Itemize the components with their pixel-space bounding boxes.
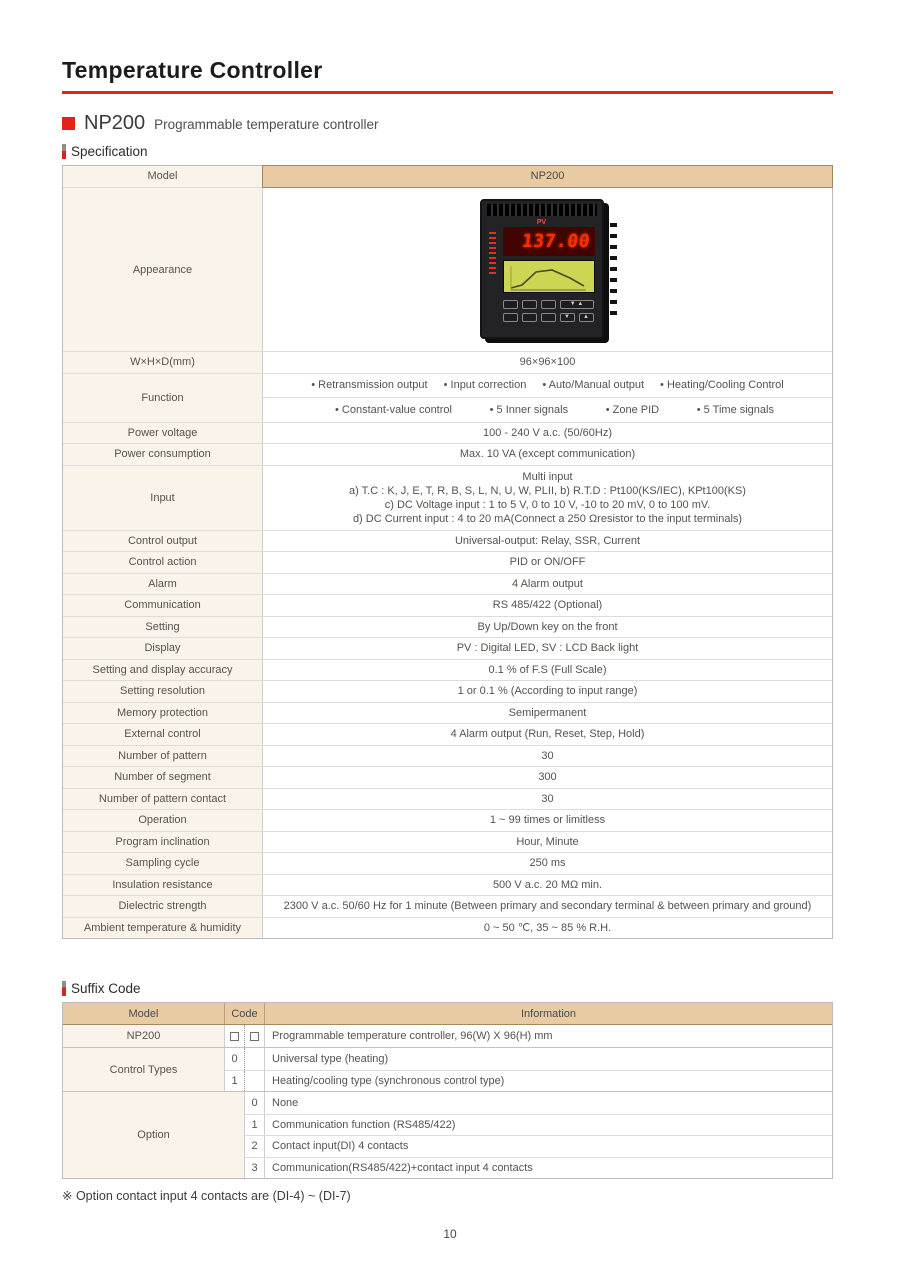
control-buttons: [503, 300, 595, 322]
page-title: Temperature Controller: [62, 57, 323, 83]
suffix-info-cell: Communication function (RS485/422): [272, 1118, 456, 1131]
spec-value: Universal-output: Relay, SSR, Current: [454, 534, 641, 547]
down-arrow-button: ▼: [560, 313, 575, 322]
suffix-row: [245, 1114, 832, 1136]
spec-row-size: [63, 351, 832, 373]
input-spec-line: Multi input: [522, 470, 573, 483]
panel-button: [522, 313, 537, 322]
suffix-info-cell: Contact input(DI) 4 contacts: [272, 1140, 409, 1153]
spec-row: [63, 530, 832, 552]
function-item: • Constant-value control: [335, 403, 452, 416]
section-title: Suffix Code: [71, 981, 141, 996]
spec-value: 300: [538, 771, 557, 784]
function-item: • Auto/Manual output: [542, 379, 645, 391]
spec-value: 30: [541, 749, 554, 762]
spec-value: 96×96×100: [519, 356, 576, 369]
function-item: • Input correction: [443, 379, 527, 391]
spec-header-model-value: NP200: [262, 165, 833, 189]
spec-value-function: [263, 374, 832, 422]
suffix-row: [225, 1070, 832, 1092]
suffix-code-value: 0: [225, 1048, 245, 1070]
suffix-row: [225, 1048, 832, 1070]
spec-row: [63, 616, 832, 638]
spec-label: Setting resolution: [63, 681, 263, 702]
spec-row: [63, 594, 832, 616]
suffix-model-cell: Option: [63, 1092, 245, 1178]
spec-value: 4 Alarm output (Run, Reset, Step, Hold): [450, 728, 645, 741]
suffix-row-np200: [63, 1025, 832, 1047]
spec-value: 4 Alarm output: [512, 577, 583, 590]
spec-row: [63, 443, 832, 465]
panel-button: [541, 313, 556, 322]
controller-front-panel: [482, 218, 602, 326]
suffix-code-value: 1: [225, 1071, 245, 1092]
spec-label: Number of pattern contact: [63, 789, 263, 810]
spec-value: 30: [541, 792, 554, 805]
suffix-info-cell: Programmable temperature controller, 96(W) X 96(H) mm: [272, 1030, 553, 1042]
suffix-header-information: Information: [520, 1007, 577, 1020]
code-checkbox-icon: [250, 1032, 259, 1041]
spec-label: Communication: [63, 595, 263, 616]
spec-value-appearance: [263, 188, 832, 351]
spec-label: Power voltage: [63, 423, 263, 444]
spec-label: Control output: [63, 531, 263, 552]
spec-label: Function: [63, 374, 263, 422]
suffix-info-cell: None: [272, 1096, 299, 1109]
spec-row: [63, 788, 832, 810]
footnote: ※ Option contact input 4 contacts are (DI-4) ~ (DI-7): [62, 1189, 351, 1203]
suffix-code-spacer: [245, 1071, 265, 1092]
led-display: [503, 227, 595, 256]
spec-value: PID or ON/OFF: [509, 556, 586, 569]
spec-value: By Up/Down key on the front: [477, 620, 618, 633]
lcd-screen: [503, 260, 595, 293]
suffix-code-table: [62, 1002, 833, 1179]
spec-label: Number of segment: [63, 767, 263, 788]
spec-row: [63, 895, 832, 917]
panel-button: [522, 300, 537, 309]
spec-value: 250 ms: [529, 857, 566, 870]
spec-row-input: [63, 465, 832, 530]
spec-label: Memory protection: [63, 703, 263, 724]
spec-value: 1 ~ 99 times or limitless: [489, 814, 606, 827]
spec-value: RS 485/422 (Optional): [492, 599, 603, 612]
suffix-info-cell: Universal type (heating): [272, 1052, 389, 1065]
function-item: • Heating/Cooling Control: [660, 379, 784, 391]
spec-label: W×H×D(mm): [63, 352, 263, 373]
section-specification: [62, 144, 833, 159]
section-suffix-code: [62, 981, 833, 996]
spec-value: 0 ~ 50 ℃, 35 ~ 85 % R.H.: [483, 922, 612, 935]
product-model: NP200: [84, 111, 146, 134]
lcd-profile-curve: [506, 261, 592, 293]
page-number: 10: [443, 1227, 457, 1241]
spec-row: [63, 659, 832, 681]
spec-value: Semipermanent: [508, 706, 587, 719]
spec-label: Power consumption: [63, 444, 263, 465]
spec-row: [63, 573, 832, 595]
suffix-code-value: 0: [245, 1092, 265, 1114]
spec-row: [63, 766, 832, 788]
section-bar-icon: [62, 981, 66, 996]
panel-button: [503, 313, 518, 322]
input-spec-line: d) DC Current input : 4 to 20 mA(Connect a 250 Ωresistor to the input terminals): [352, 512, 743, 525]
controller-body: [480, 199, 604, 339]
spec-label: Appearance: [63, 188, 263, 351]
spec-label: Control action: [63, 552, 263, 573]
spec-label: Insulation resistance: [63, 875, 263, 896]
section-bar-icon: [62, 144, 66, 159]
input-spec-line: a) T.C : K, J, E, T, R, B, S, L, N, U, W, PLII, b) R.T.D : Pt100(KS/IEC), KPt100(KS): [349, 484, 746, 497]
suffix-info-cell: Heating/cooling type (synchronous control type): [272, 1074, 505, 1087]
spec-label: Dielectric strength: [63, 896, 263, 917]
pv-label: PV: [536, 218, 547, 226]
suffix-row: [245, 1092, 832, 1114]
spec-row: [63, 809, 832, 831]
spec-row: [63, 745, 832, 767]
spec-value: PV : Digital LED, SV : LCD Back light: [456, 642, 639, 655]
spec-value: 1 or 0.1 % (According to input range): [457, 685, 638, 698]
function-item: • 5 Time signals: [696, 403, 774, 416]
spec-label: External control: [63, 724, 263, 745]
indicator-leds: [489, 227, 499, 322]
suffix-header-code: Code: [225, 1003, 265, 1024]
suffix-row: [245, 1135, 832, 1157]
spec-label: Input: [63, 466, 263, 530]
spec-row: [63, 852, 832, 874]
spec-label: Setting: [63, 617, 263, 638]
spec-value: 500 V a.c. 20 MΩ min.: [492, 878, 603, 891]
suffix-group-control-types: [63, 1047, 832, 1091]
section-title: Specification: [71, 143, 148, 159]
suffix-code-cell: [225, 1025, 265, 1047]
spec-label: Program inclination: [63, 832, 263, 853]
up-down-button: ▼ ▲: [560, 300, 594, 309]
spec-row: [63, 831, 832, 853]
spec-row: [63, 917, 832, 939]
spec-header-row: [63, 166, 832, 188]
spec-value: Hour, Minute: [516, 835, 579, 848]
controller-vent-slots: [487, 204, 597, 216]
suffix-header-row: [63, 1003, 832, 1025]
suffix-header-model: Model: [63, 1003, 225, 1024]
function-item: • Zone PID: [605, 403, 660, 416]
title-rule-divider: [62, 91, 833, 94]
suffix-model-cell: Control Types: [63, 1048, 225, 1091]
suffix-group-option: [63, 1091, 832, 1178]
spec-row: [63, 551, 832, 573]
input-spec-line: c) DC Voltage input : 1 to 5 V, 0 to 10 V, -10 to 20 mV, 0 to 100 mV.: [384, 498, 711, 511]
spec-label: Alarm: [63, 574, 263, 595]
specification-table: [62, 165, 833, 940]
suffix-code-value: 1: [245, 1115, 265, 1136]
spec-row: [63, 702, 832, 724]
function-item: • 5 Inner signals: [489, 403, 569, 416]
spec-label: Display: [63, 638, 263, 659]
code-checkbox-icon: [230, 1032, 239, 1041]
function-item: • Retransmission output: [311, 379, 428, 391]
suffix-row: [245, 1157, 832, 1179]
panel-button: [541, 300, 556, 309]
spec-value: 100 - 240 V a.c. (50/60Hz): [482, 426, 612, 439]
spec-row-appearance: [63, 187, 832, 351]
spec-row: [63, 723, 832, 745]
suffix-code-value: 3: [245, 1158, 265, 1179]
suffix-code-spacer: [245, 1048, 265, 1070]
up-arrow-button: ▲: [579, 313, 594, 322]
red-square-bullet-icon: [62, 117, 75, 130]
spec-value: 2300 V a.c. 50/60 Hz for 1 minute (Between primary and secondary terminal & between primary and ground): [283, 900, 812, 913]
spec-label: Setting and display accuracy: [63, 660, 263, 681]
spec-value: Max. 10 VA (except communication): [459, 448, 636, 461]
spec-value: 0.1 % of F.S (Full Scale): [488, 663, 607, 676]
spec-row: [63, 637, 832, 659]
spec-row-function: [63, 373, 832, 422]
led-display-value: 137.00: [521, 230, 592, 252]
controller-product-image: [478, 199, 618, 341]
panel-button: [503, 300, 518, 309]
spec-row: [63, 680, 832, 702]
suffix-info-cell: Communication(RS485/422)+contact input 4 contacts: [272, 1161, 533, 1174]
suffix-model-cell: NP200: [63, 1025, 225, 1047]
product-heading: [62, 112, 833, 135]
controller-side-fins: [610, 223, 617, 321]
spec-row: [63, 874, 832, 896]
spec-label: Sampling cycle: [63, 853, 263, 874]
spec-label: Operation: [63, 810, 263, 831]
suffix-code-value: 2: [245, 1136, 265, 1157]
product-description: Programmable temperature controller: [154, 116, 379, 132]
spec-label: Number of pattern: [63, 746, 263, 767]
spec-row: [63, 422, 832, 444]
spec-label: Ambient temperature & humidity: [63, 918, 263, 939]
spec-header-model-label: Model: [63, 166, 263, 188]
